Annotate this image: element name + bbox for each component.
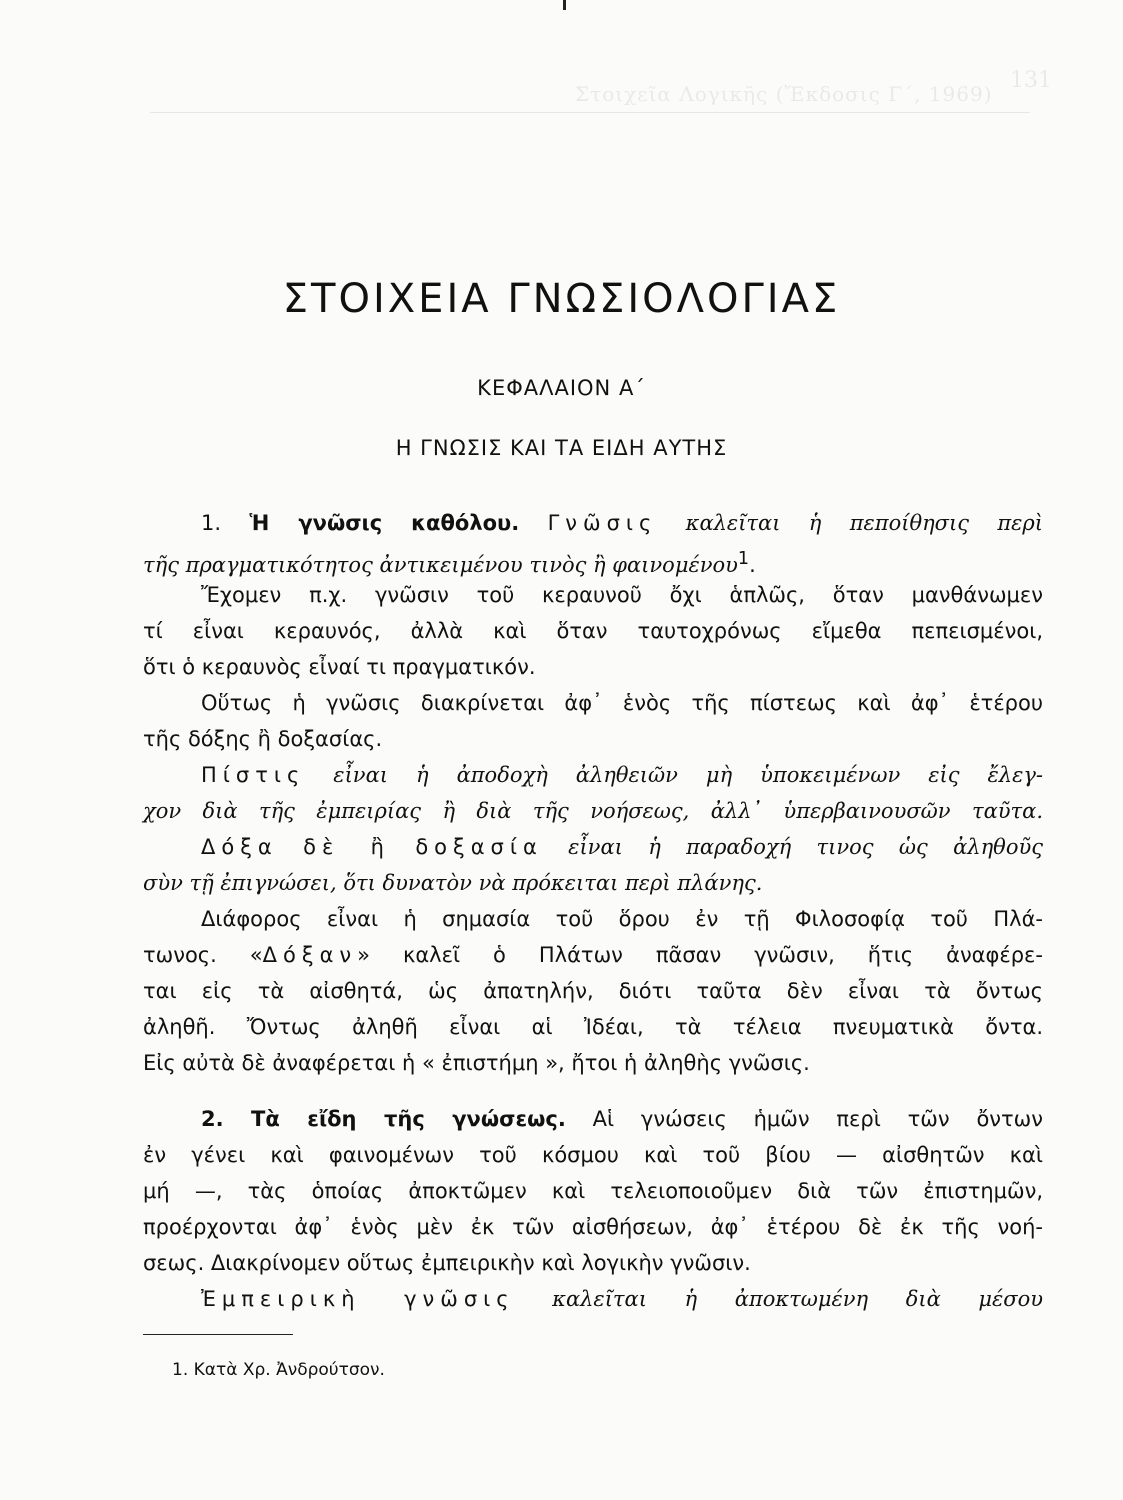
text-line bbox=[143, 1101, 1043, 1137]
connector-text: δὲ ἢ bbox=[303, 835, 390, 859]
text-line bbox=[143, 937, 1043, 973]
section-title: Η ΓΝΩΣΙΣ ΚΑΙ ΤΑ ΕΙΔΗ ΑΥΤΗΣ bbox=[395, 436, 728, 460]
text-line: Ἔχομεν π.χ. γνῶσιν τοῦ κεραυνοῦ ὄχι ἁπλῶς, ὅταν μανθάνωμεν bbox=[201, 583, 1043, 607]
term-doxa: Δόξα bbox=[201, 835, 278, 859]
term-empeiriki-gnosis: Ἐμπειρικὴ γνῶσις bbox=[201, 1287, 515, 1311]
section-2-heading: 2. Τὰ εἴδη τῆς γνώσεως. bbox=[201, 1107, 566, 1131]
text-line bbox=[143, 757, 1043, 793]
text-line bbox=[143, 829, 1043, 865]
body-text bbox=[143, 505, 1043, 1317]
footnote-rule bbox=[143, 1334, 293, 1335]
page-title: ΣΤΟΙΧΕΙΑ ΓΝΩΣΙΟΛΟΓΙΑΣ bbox=[282, 276, 841, 322]
text-line: ἀληθῆ. Ὄντως ἀληθῆ εἶναι αἱ Ἰδέαι, τὰ τέλεια πνευματικὰ ὄντα. bbox=[143, 1015, 1043, 1039]
text-line: ὅτι ὁ κεραυνὸς εἶναί τι πραγματικόν. bbox=[143, 655, 536, 679]
text-line: ται εἰς τὰ αἰσθητά, ὡς ἀπατηλήν, διότι ταῦτα δὲν εἶναι τὰ ὄντως bbox=[143, 979, 1043, 1003]
text-line: Οὕτως ἡ γνῶσις διακρίνεται ἀφ᾿ ἑνὸς τῆς πίστεως καὶ ἀφ᾿ ἑτέρου bbox=[201, 691, 1043, 715]
text-line bbox=[143, 505, 1043, 541]
section-1-heading: Ἡ γνῶσις καθόλου. bbox=[249, 511, 520, 535]
term-doxasia: δοξασία bbox=[415, 835, 543, 859]
text-fragment: Αἱ γνώσεις ἡμῶν περὶ τῶν ὄντων bbox=[592, 1107, 1043, 1131]
definition-text: καλεῖται ἡ ἀποκτωμένη διὰ μέσου bbox=[552, 1287, 1043, 1311]
bleed-through-header: Στοιχεῖα Λογικῆς (Ἔκδοσις Γ΄, 1969) bbox=[575, 82, 993, 106]
definition-text: τῆς πραγματικότητος ἀντικειμένου τινὸς ἢ φαινομένου bbox=[143, 553, 738, 577]
term-pistis: Πίστις bbox=[201, 763, 306, 787]
text-line: τῆς πραγματικότητος ἀντικειμένου τινὸς ἢ φαινομένου$^1$. bbox=[143, 549, 756, 577]
term-gnosis: Γνῶσις bbox=[547, 511, 658, 535]
text-line: τί εἶναι κεραυνός, ἀλλὰ καὶ ὅταν ταυτοχρόνως εἴμεθα πεπεισμένοι, bbox=[143, 619, 1043, 643]
text-line: σὺν τῇ ἐπιγνώσει, ὅτι δυνατὸν νὰ πρόκειται περὶ πλάνης. bbox=[143, 871, 763, 895]
definition-text: εἶναι ἡ ἀποδοχὴ ἀληθειῶν μὴ ὑποκειμένων εἰς ἔλεγ- bbox=[333, 763, 1043, 787]
bleed-through-page-number: 131 bbox=[1010, 68, 1052, 93]
text-line: σεως. Διακρίνομεν οὕτως ἐμπειρικὴν καὶ λογικὴν γνῶσιν. bbox=[143, 1251, 751, 1275]
top-edge-mark bbox=[563, 0, 566, 10]
text-line: Διάφορος εἶναι ἡ σημασία τοῦ ὅρου ἐν τῇ Φιλοσοφίᾳ τοῦ Πλά- bbox=[201, 907, 1043, 931]
definition-text: εἶναι ἡ παραδοχή τινος ὡς ἀληθοῦς bbox=[568, 835, 1043, 859]
term-doxan: Δόξαν bbox=[262, 943, 358, 967]
text-line: χον διὰ τῆς ἐμπειρίας ἢ διὰ τῆς νοήσεως, ἀλλ᾿ ὑπερβαινουσῶν ταῦτα. bbox=[143, 799, 1043, 823]
definition-text: καλεῖται ἡ πεποίθησις περὶ bbox=[685, 511, 1043, 535]
text-line: Εἰς αὐτὰ δὲ ἀναφέρεται ἡ « ἐπιστήμη », ἤτοι ἡ ἀληθὴς γνῶσις. bbox=[143, 1051, 810, 1075]
section-1-number: 1. bbox=[201, 511, 222, 535]
footnote-marker: 1 bbox=[737, 549, 750, 569]
text-fragment: » καλεῖ ὁ Πλάτων πᾶσαν γνῶσιν, ἥτις ἀναφέρε- bbox=[357, 943, 1043, 967]
footnote: 1. Κατὰ Χρ. Ἀνδρούτσον. bbox=[172, 1360, 385, 1380]
text-fragment: τωνος. « bbox=[143, 943, 263, 967]
text-line: μή —, τὰς ὁποίας ἀποκτῶμεν καὶ τελειοποιοῦμεν διὰ τῶν ἐπιστημῶν, bbox=[143, 1179, 1043, 1203]
text-line bbox=[143, 1281, 1043, 1317]
chapter-heading: ΚΕΦΑΛΑΙΟΝ Α΄ bbox=[477, 376, 646, 400]
text-line: τῆς δόξης ἢ δοξασίας. bbox=[143, 727, 383, 751]
bleed-through-rule bbox=[150, 112, 1030, 113]
text-line: προέρχονται ἀφ᾿ ἑνὸς μὲν ἐκ τῶν αἰσθήσεων, ἀφ᾿ ἑτέρου δὲ ἐκ τῆς νοή- bbox=[143, 1215, 1043, 1239]
text-line: ἐν γένει καὶ φαινομένων τοῦ κόσμου καὶ τοῦ βίου — αἰσθητῶν καὶ bbox=[143, 1143, 1043, 1167]
